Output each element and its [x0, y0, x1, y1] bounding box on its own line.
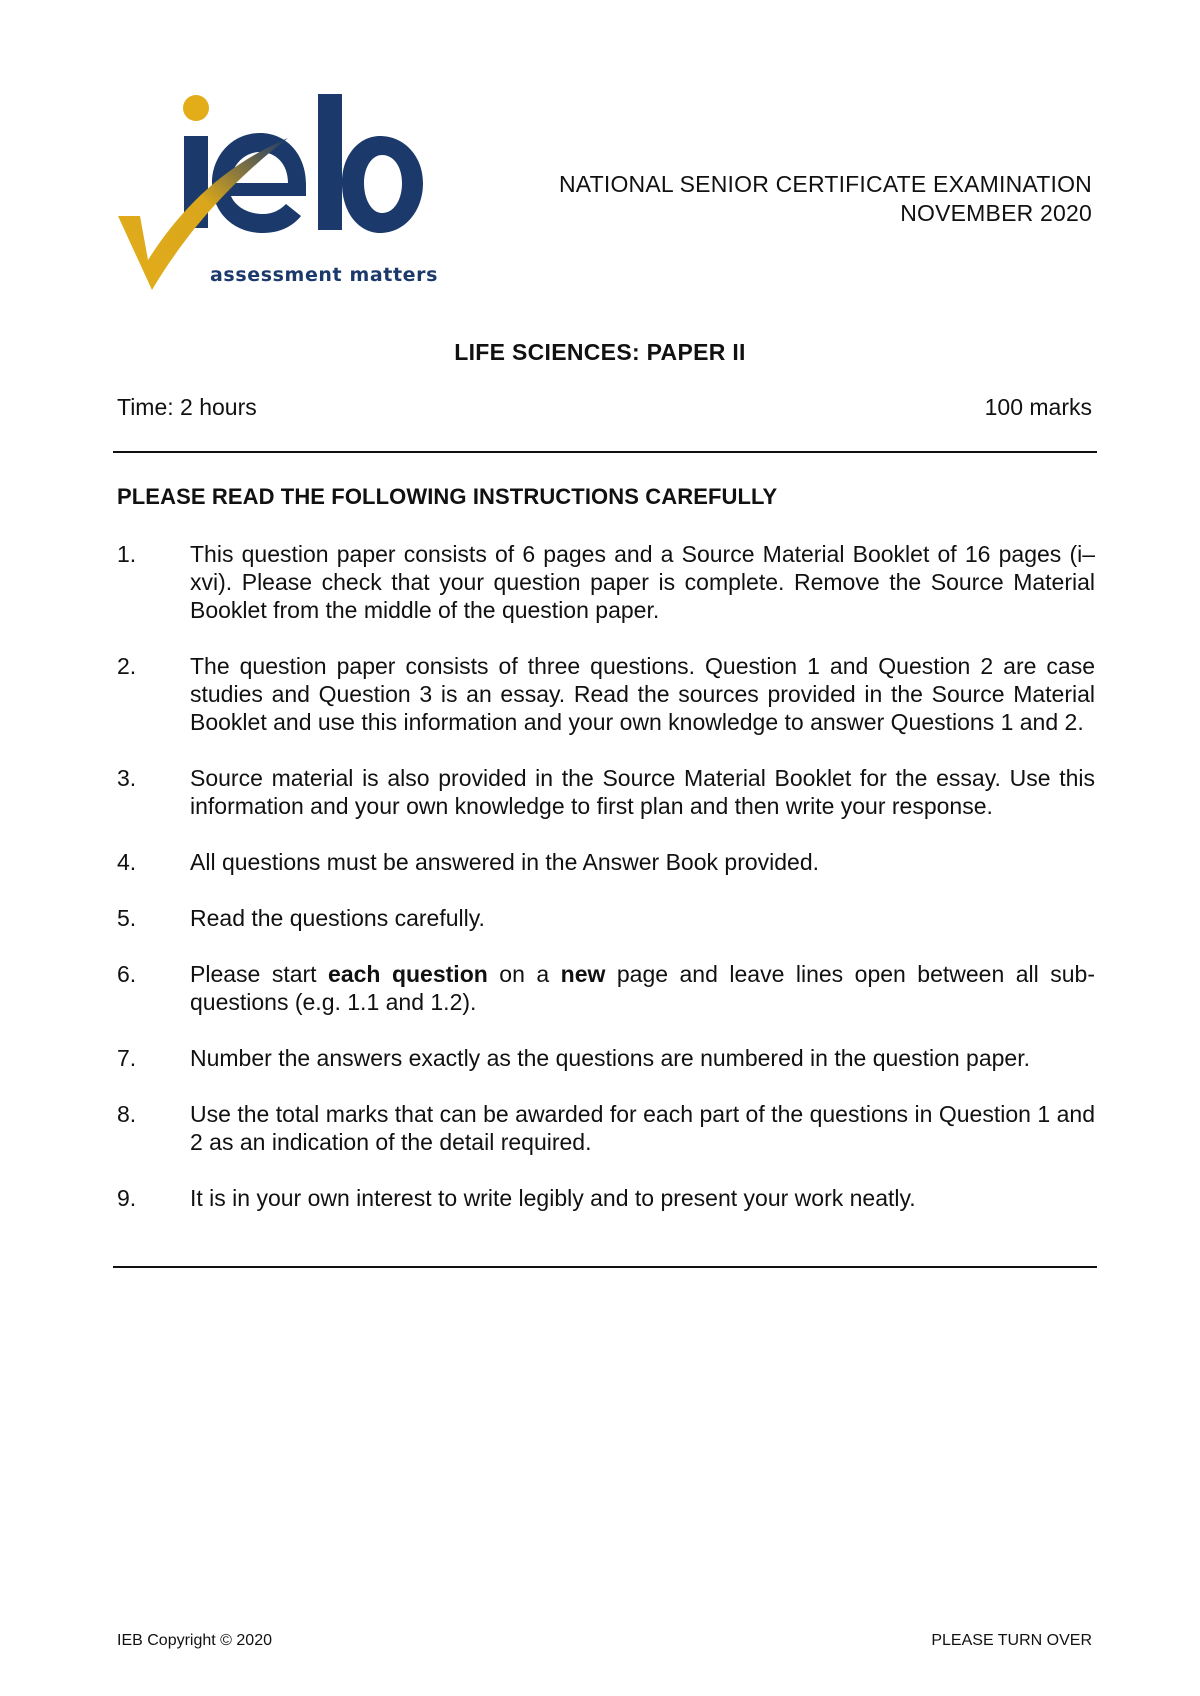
instruction-number: 5. — [117, 905, 137, 931]
instruction-number: 7. — [117, 1045, 137, 1071]
instruction-text-run: Read the questions carefully. — [190, 905, 485, 931]
instruction-text — [190, 1045, 1030, 1071]
instruction-item — [117, 652, 1095, 736]
instruction-number: 1. — [117, 541, 137, 567]
instruction-text-run: Number the answers exactly as the questions are numbered in the question paper. — [190, 1045, 1030, 1071]
time-allowed: Time: 2 hours — [117, 394, 257, 420]
divider-bottom — [113, 1266, 1097, 1268]
instruction-text — [190, 1185, 916, 1211]
instruction-item — [117, 960, 1095, 1016]
instruction-text-run: This question paper consists of 6 pages and a Source Material Booklet of 16 pages (i–xvi). Please check that your question paper is complete. Remove the Source Material Booklet from the middle of the question paper. — [190, 541, 1095, 623]
instruction-item — [117, 764, 1095, 820]
instruction-text-run: The question paper consists of three questions. Question 1 and Question 2 are case studies and Question 3 is an essay. Read the sources provided in the Source Material Booklet and use this information and your own knowledge to answer Questions 1 and 2. — [190, 653, 1095, 735]
instruction-text — [190, 849, 819, 875]
instruction-item — [117, 1100, 1095, 1156]
exam-date: NOVEMBER 2020 — [900, 200, 1092, 226]
logo-tagline: assessment matters — [210, 264, 439, 286]
instruction-item — [117, 848, 1095, 876]
instruction-text — [190, 905, 485, 931]
instruction-number: 2. — [117, 653, 137, 679]
instruction-text-run: Use the total marks that can be awarded for each part of the questions in Question 1 and 2 as an indication of the detail required. — [190, 1101, 1095, 1155]
instruction-item — [117, 1044, 1095, 1072]
instruction-number: 3. — [117, 765, 137, 791]
instructions-list — [117, 540, 1095, 1240]
instruction-text-run: page and leave lines open between all sub-questions (e.g. 1.1 and 1.2). — [190, 961, 1095, 1015]
instruction-text-run: Source material is also provided in the Source Material Booklet for the essay. Use this information and your own knowledge to first plan and then write your response. — [190, 765, 1095, 819]
exam-header — [559, 170, 1092, 228]
instruction-item — [117, 904, 1095, 932]
instruction-number: 6. — [117, 961, 137, 987]
total-marks: 100 marks — [984, 394, 1092, 420]
instruction-text-run: It is in your own interest to write legibly and to present your work neatly. — [190, 1185, 916, 1211]
instruction-text — [190, 765, 1095, 819]
footer-copyright: IEB Copyright © 2020 — [117, 1632, 272, 1649]
footer-turn-over: PLEASE TURN OVER — [931, 1632, 1092, 1649]
instruction-text — [190, 1101, 1095, 1155]
paper-title: LIFE SCIENCES: PAPER II — [454, 339, 746, 365]
instruction-item — [117, 1184, 1095, 1212]
divider-top — [113, 451, 1097, 453]
instruction-number: 4. — [117, 849, 137, 875]
instruction-emphasis: each question — [328, 961, 488, 987]
instruction-text — [190, 653, 1095, 735]
instructions-heading: PLEASE READ THE FOLLOWING INSTRUCTIONS CAREFULLY — [117, 484, 778, 509]
instruction-item — [117, 540, 1095, 624]
instruction-text — [190, 961, 1095, 1015]
instruction-number: 9. — [117, 1185, 137, 1211]
instruction-emphasis: new — [560, 961, 606, 987]
instruction-text-run: All questions must be answered in the Answer Book provided. — [190, 849, 820, 875]
ieb-logo — [118, 88, 448, 318]
exam-name: NATIONAL SENIOR CERTIFICATE EXAMINATION — [558, 171, 1092, 197]
instruction-number: 8. — [117, 1101, 137, 1127]
instruction-text — [190, 541, 1095, 623]
instruction-text-run: on a — [487, 961, 561, 987]
instruction-text-run: Please start — [190, 961, 329, 987]
